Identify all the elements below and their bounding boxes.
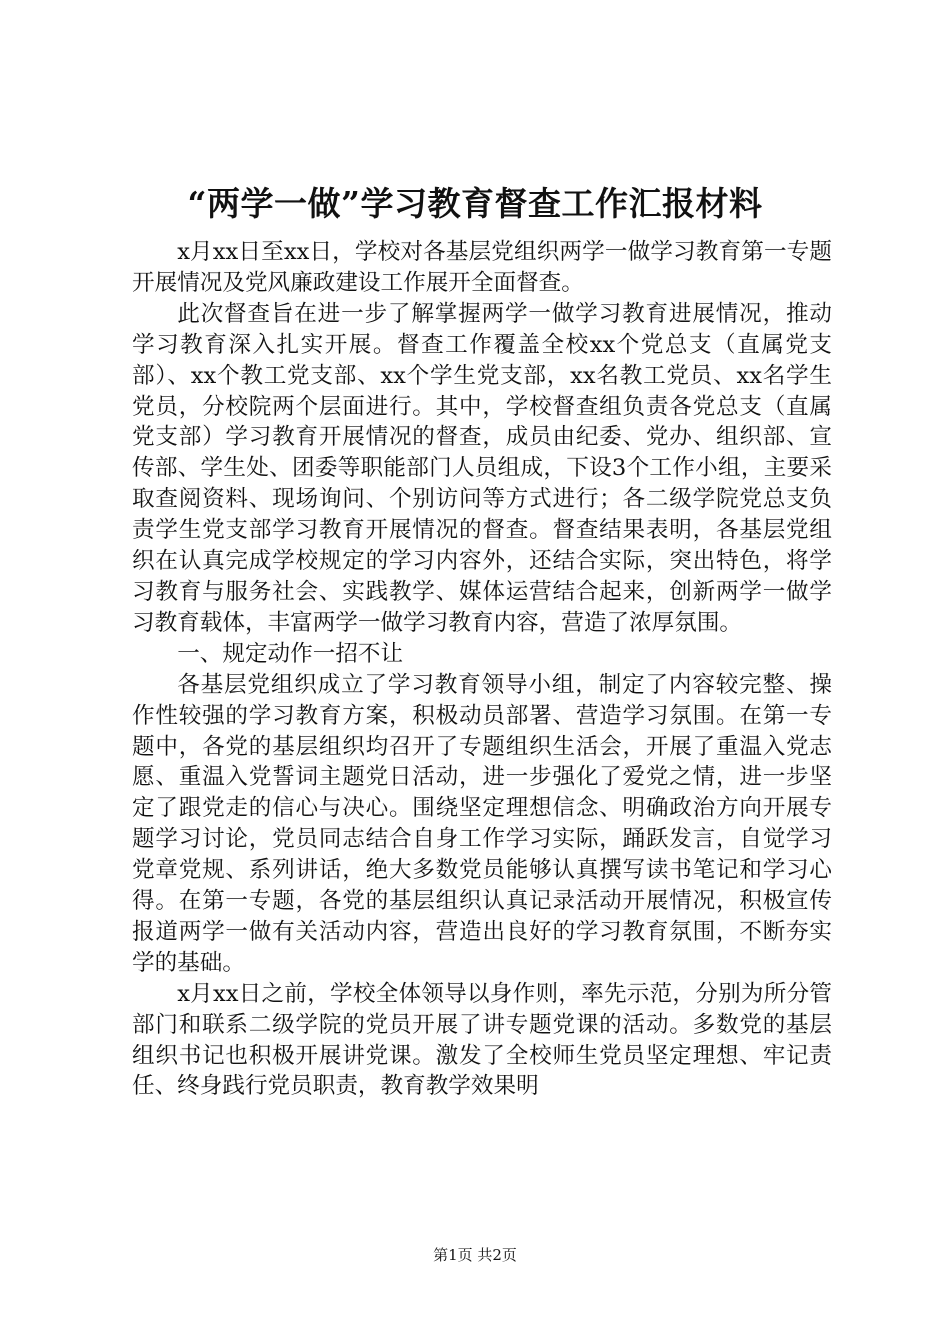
document-title: “两学一做”学习教育督查工作汇报材料 bbox=[187, 184, 763, 223]
page-footer: 第1页 共2页 bbox=[433, 1246, 517, 1264]
paragraph-purpose: 此次督查旨在进一步了解掌握两学一做学习教育进展情况，推动学习教育深入扎实开展。督查工作覆盖全校xx个党总支（直属党支部）、xx个教工党支部、xx个学生党支部，xx名教工党员、xx名学生党员，分校院两个层面进行。其中，学校督查组负责各党总支（直属党支部）学习教育开展情况的督查，成员由纪委、党办、组织部、宣传部、学生处、团委等职能部门人员组成，下设3个工作小组，主要采取查阅资料、现场询问、个别访问等方式进行；各二级学院党总支负责学生党支部学习教育开展情况的督查。督查结果表明，各基层党组织在认真完成学校规定的学习内容外，还结合实际，突出特色，将学习教育与服务社会、实践教学、媒体运营结合起来，创新两学一做学习教育载体，丰富两学一做学习教育内容，营造了浓厚氛围。 bbox=[132, 300, 832, 636]
paragraph-section-1: 各基层党组织成立了学习教育领导小组，制定了内容较完整、操作性较强的学习教育方案，积极动员部署、营造学习氛围。在第一专题中，各党的基层组织均召开了专题组织生活会，开展了重温入党志愿、重温入党誓词主题党日活动，进一步强化了爱党之情，进一步坚定了跟党走的信心与决心。围绕坚定理想信念、明确政治方向开展专题学习讨论，党员同志结合自身工作学习实际，踊跃发言，自觉学习党章党规、系列讲话，绝大多数党员能够认真撰写读书笔记和学习心得。在第一专题，各党的基层组织认真记录活动开展情况，积极宣传报道两学一做有关活动内容，营造出良好的学习教育氛围，不断夯实学的基础。 bbox=[132, 671, 832, 976]
section-heading-1: 一、规定动作一招不让 bbox=[177, 640, 404, 667]
paragraph-leaders: x月xx日之前，学校全体领导以身作则，率先示范，分别为所分管部门和联系二级学院的党员开展了讲专题党课的活动。多数党的基层组织书记也积极开展讲党课。激发了全校师生党员坚定理想、牢记责任、终身践行党员职责，教育教学效果明 bbox=[132, 980, 832, 1100]
paragraph-intro: x月xx日至xx日，学校对各基层党组织两学一做学习教育第一专题开展情况及党风廉政建设工作展开全面督查。 bbox=[132, 239, 832, 296]
document-body bbox=[132, 237, 832, 1102]
